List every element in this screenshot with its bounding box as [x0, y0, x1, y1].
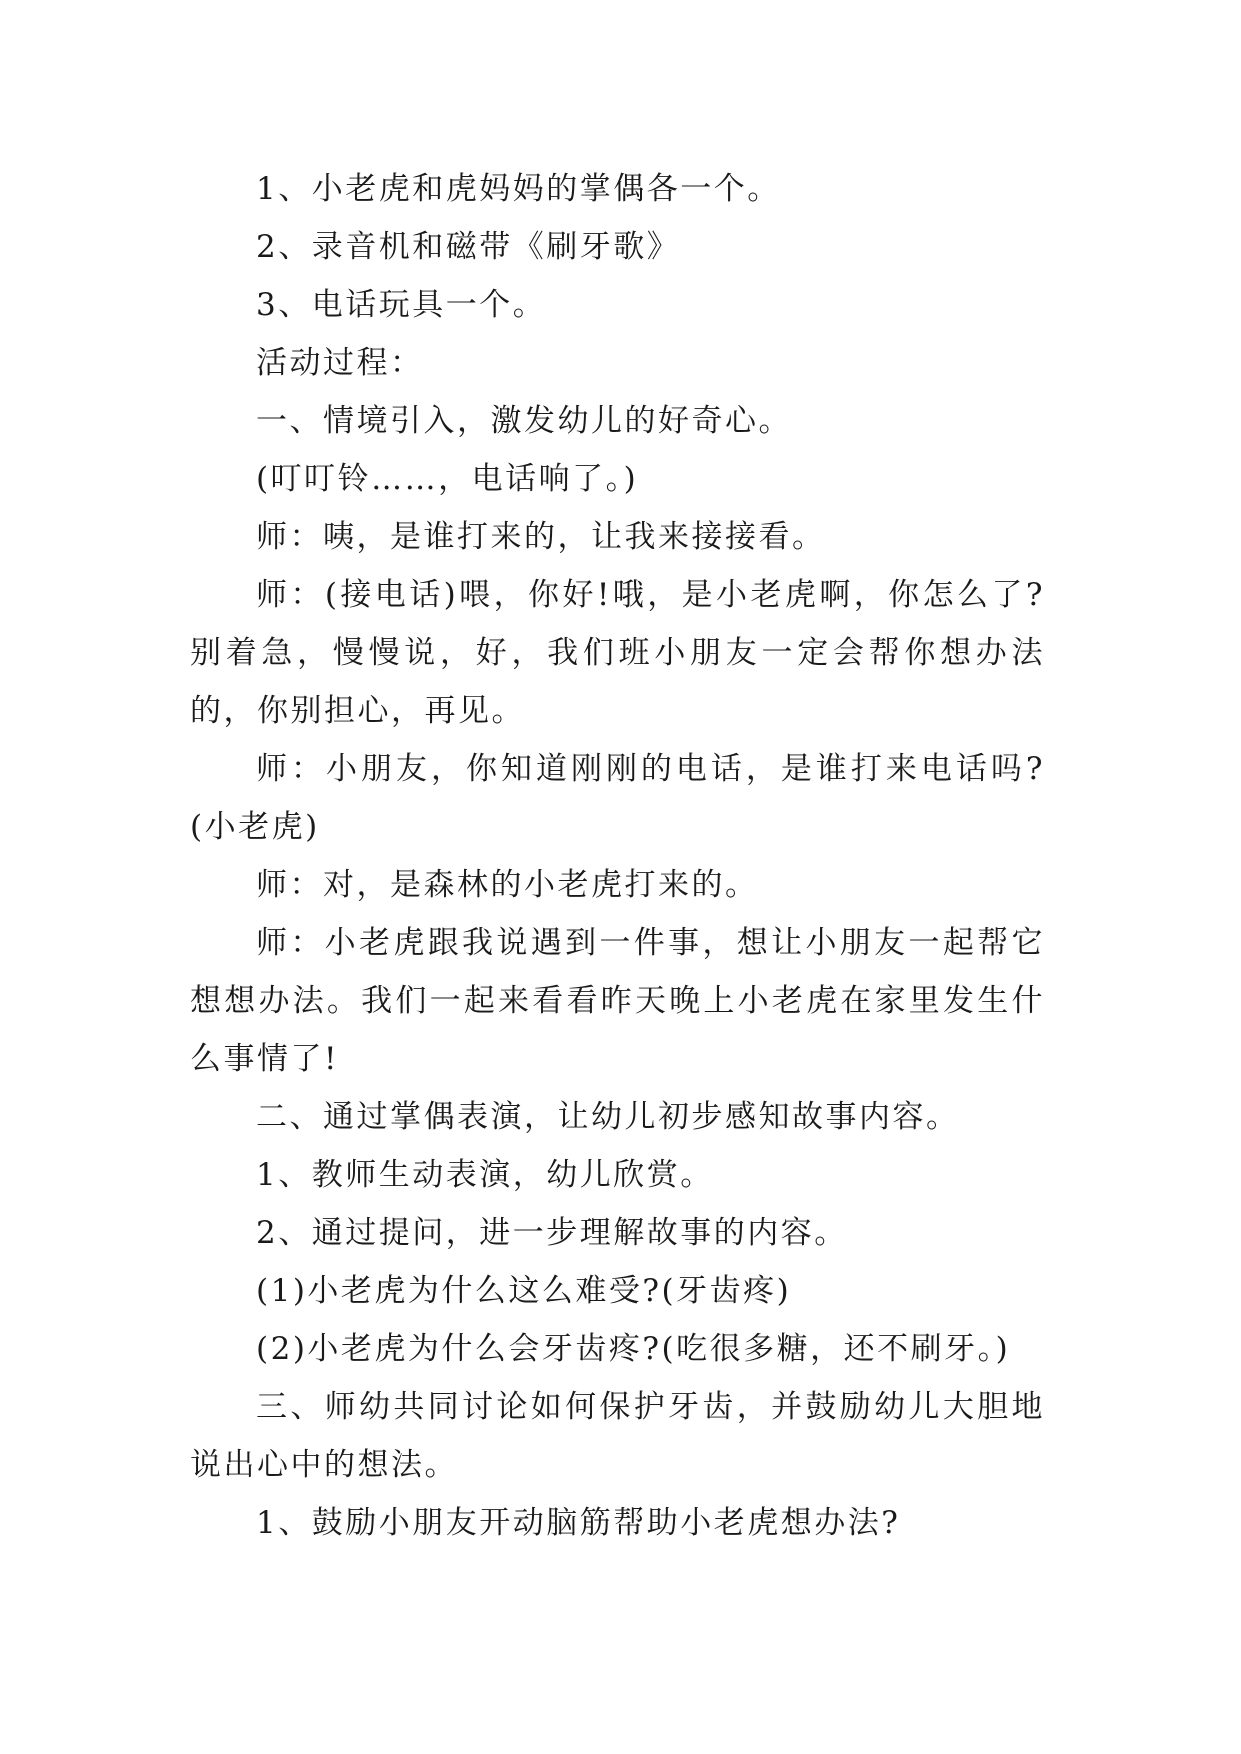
paragraph-question-1: (1)小老虎为什么这么难受?(牙齿疼) — [256, 1273, 792, 1309]
paragraph-materials-2: 2、录音机和磁带《刷牙歌》 — [256, 229, 681, 265]
paragraph-phone-rings: (叮叮铃……，电话响了。) — [256, 461, 639, 497]
paragraph-teacher-2: 师：(接电话)喂，你好!哦，是小老虎啊，你怎么了?别着急，慢慢说，好，我们班小朋友一定会帮你想办法的，你别担心，再见。 — [190, 577, 1045, 729]
paragraph-teacher-5: 师：小老虎跟我说遇到一件事，想让小朋友一起帮它想想办法。我们一起来看看昨天晚上小老虎在家里发生什么事情了! — [190, 925, 1045, 1077]
paragraph-teacher-3: 师：小朋友，你知道刚刚的电话，是谁打来电话吗?(小老虎) — [190, 751, 1045, 845]
section-heading-3: 三、师幼共同讨论如何保护牙齿，并鼓励幼儿大胆地说出心中的想法。 — [190, 1389, 1045, 1483]
paragraph-materials-3: 3、电话玩具一个。 — [256, 287, 547, 323]
paragraph-question-2: (2)小老虎为什么会牙齿疼?(吃很多糖，还不刷牙。) — [256, 1331, 1011, 1367]
document-body — [190, 160, 1045, 1552]
paragraph-step-1: 1、教师生动表演，幼儿欣赏。 — [256, 1157, 714, 1193]
paragraph-encourage: 1、鼓励小朋友开动脑筋帮助小老虎想办法? — [256, 1505, 901, 1541]
section-heading-2: 二、通过掌偶表演，让幼儿初步感知故事内容。 — [256, 1099, 960, 1135]
section-heading-1: 一、情境引入，激发幼儿的好奇心。 — [256, 403, 792, 439]
paragraph-step-2: 2、通过提问，进一步理解故事的内容。 — [256, 1215, 848, 1251]
paragraph-teacher-4: 师：对，是森林的小老虎打来的。 — [256, 867, 759, 903]
section-heading-process: 活动过程： — [256, 345, 424, 381]
paragraph-teacher-1: 师：咦，是谁打来的，让我来接接看。 — [256, 519, 826, 555]
paragraph-materials-1: 1、小老虎和虎妈妈的掌偶各一个。 — [256, 171, 781, 207]
